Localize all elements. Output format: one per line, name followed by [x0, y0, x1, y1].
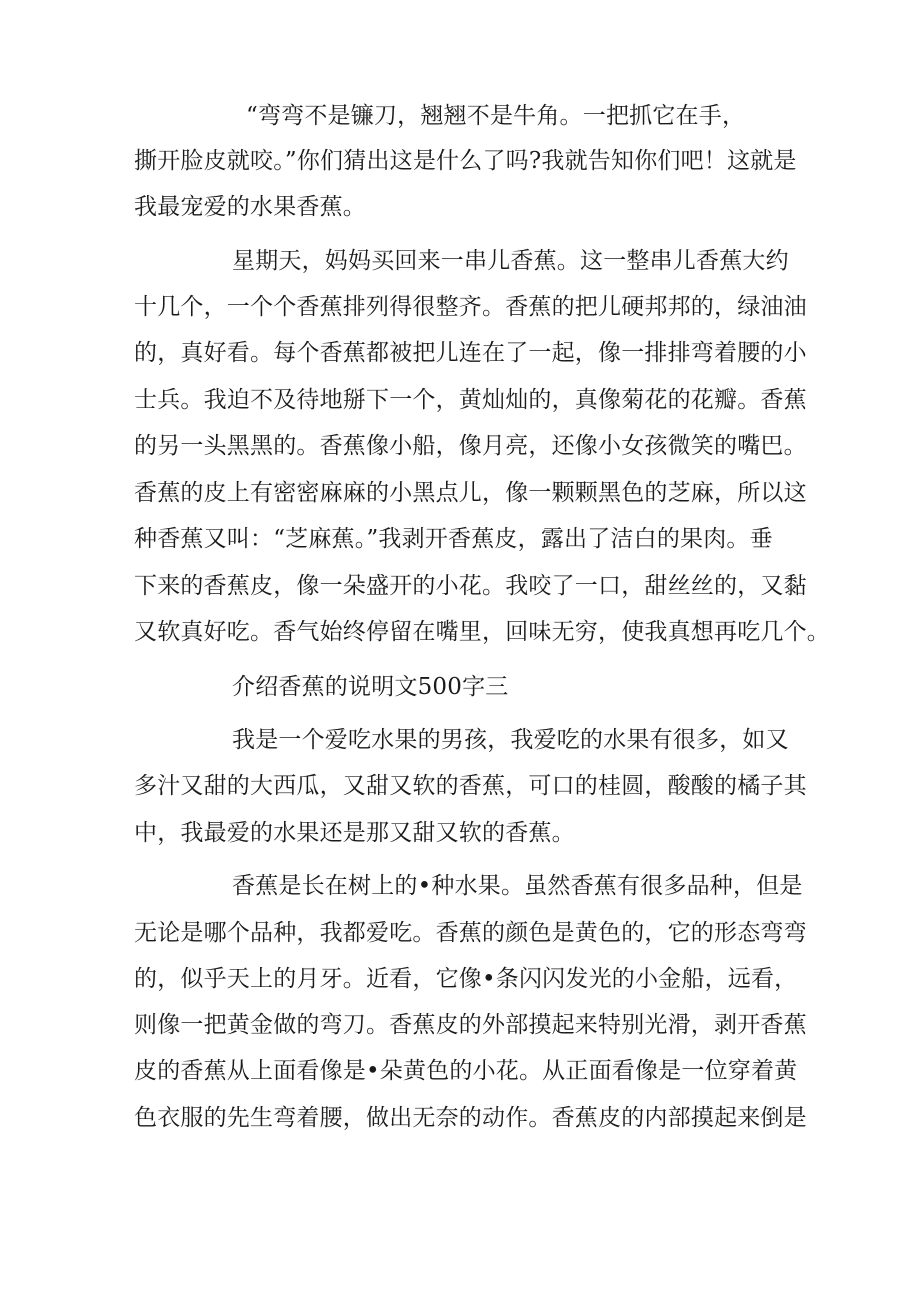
text-line: 无论是哪个品种，我都爱吃。香蕉的颜色是黄色的，它的形态弯弯	[134, 920, 807, 946]
text-line: 种香蕉又叫：“芝麻蕉。”我剥开香蕉皮，露出了洁白的果肉。垂	[134, 526, 773, 552]
text-line: 下来的香蕉皮，像一朵盛开的小花。我咬了一口，甜丝丝的，又黏	[134, 573, 807, 599]
text-line: 香蕉是长在树上的•种水果。虽然香蕉有很多品种，但是	[232, 873, 803, 899]
text-line: 的另一头黑黑的。香蕉像小船，像月亮，还像小女孩微笑的嘴巴。	[134, 433, 807, 459]
text-line: 香蕉的皮上有密密麻麻的小黑点儿，像一颗颗黑色的芝麻，所以这	[134, 480, 807, 506]
text-line: 色衣服的先生弯着腰，做出无奈的动作。香蕉皮的内部摸起来倒是	[134, 1105, 807, 1131]
text-line: 中，我最爱的水果还是那又甜又软的香蕉。	[134, 820, 575, 846]
text-line: 我是一个爱吃水果的男孩，我爱吃的水果有很多，如又	[232, 727, 789, 753]
text-line: 又软真好吃。香气始终停留在嘴里，回味无穷，使我真想再吃几个。	[134, 619, 830, 645]
text-line: 的，真好看。每个香蕉都被把儿连在了一起，像一排排弯着腰的小	[134, 340, 807, 366]
text-line: 星期天，妈妈买回来一串儿香蕉。这一整串儿香蕉大约	[232, 248, 789, 274]
text-line: “弯弯不是镰刀，翘翘不是牛角。一把抓它在手，	[246, 103, 746, 129]
text-line: 多汁又甜的大西瓜，又甜又软的香蕉，可口的桂圆，酸酸的橘子其	[134, 773, 807, 799]
text-line: 皮的香蕉从上面看像是•朵黄色的小花。从正面看像是一位穿着黄	[134, 1058, 798, 1084]
text-line: 则像一把黄金做的弯刀。香蕉皮的外部摸起来特别光滑，剥开香蕉	[134, 1012, 807, 1038]
text-line: 士兵。我迫不及待地掰下一个，黄灿灿的，真像菊花的花瓣。香蕉	[134, 387, 807, 413]
text-line: 的，似乎天上的月牙。近看，它像•条闪闪发光的小金船，远看，	[134, 966, 798, 992]
text-line: 十几个，一个个香蕉排列得很整齐。香蕉的把儿硬邦邦的，绿油油	[134, 294, 807, 320]
section-heading: 介绍香蕉的说明文500字三	[232, 674, 509, 700]
text-line: 我最宠爱的水果香蕉。	[134, 194, 366, 220]
text-line: 撕开脸皮就咬。”你们猜出这是什么了吗?我就告知你们吧！这就是	[134, 148, 797, 174]
